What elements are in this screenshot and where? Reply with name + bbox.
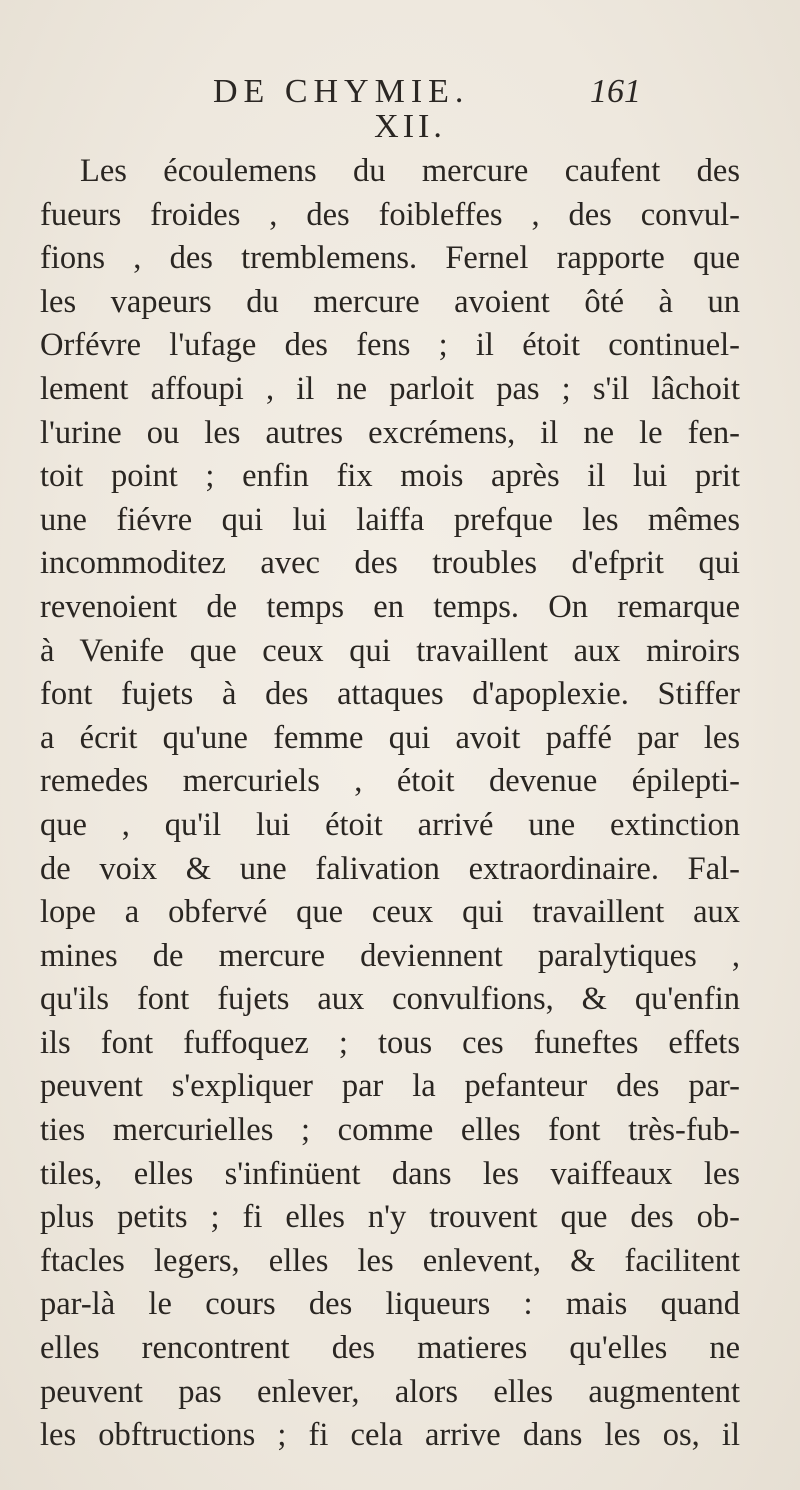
- text-line: incommoditez avec des troubles d'efprit qui: [40, 545, 740, 582]
- text-line: a écrit qu'une femme qui avoit paffé par les: [40, 719, 740, 756]
- text-line: l'urine ou les autres excrémens, il ne le fen-: [40, 414, 740, 451]
- text-line: fueurs froides , des foibleffes , des convul-: [40, 196, 740, 233]
- text-line: à Venife que ceux qui travaillent aux miroirs: [40, 632, 740, 669]
- text-line: qu'ils font fujets aux convulfions, & qu'enfin: [40, 981, 740, 1018]
- text-line: les vapeurs du mercure avoient ôté à un: [40, 283, 740, 320]
- running-head-title: DE CHYMIE.: [213, 73, 470, 110]
- text-line: tiles, elles s'infinüent dans les vaiffeaux les: [40, 1155, 740, 1192]
- section-number: XII.: [374, 108, 446, 145]
- text-line: peuvent s'expliquer par la pefanteur des par-: [40, 1068, 740, 1105]
- text-line: peuvent pas enlever, alors elles augmentent: [40, 1373, 740, 1410]
- text-line: plus petits ; fi elles n'y trouvent que des ob-: [40, 1199, 740, 1236]
- text-line: ties mercurielles ; comme elles font très-fub-: [40, 1112, 740, 1149]
- text-line: ftacles legers, elles les enlevent, & facilitent: [40, 1242, 740, 1279]
- text-line: toit point ; enfin fix mois après il lui prit: [40, 458, 740, 495]
- body-paragraph: [40, 150, 740, 1458]
- text-line: fions , des tremblemens. Fernel rapporte que: [40, 240, 740, 277]
- text-line: les obftructions ; fi cela arrive dans les os, il: [40, 1417, 740, 1454]
- text-line: par-là le cours des liqueurs : mais quand: [40, 1286, 740, 1323]
- text-line: Orfévre l'ufage des fens ; il étoit continuel-: [40, 327, 740, 364]
- page-number: 161: [590, 73, 641, 110]
- text-line: lope a obfervé que ceux qui travaillent aux: [40, 894, 740, 931]
- text-line: une fiévre qui lui laiffa prefque les mêmes: [40, 501, 740, 538]
- text-line: elles rencontrent des matieres qu'elles ne: [40, 1330, 740, 1367]
- text-line: de voix & une falivation extraordinaire. Fal-: [40, 850, 740, 887]
- text-line: mines de mercure deviennent paralytiques ,: [40, 937, 740, 974]
- text-line: font fujets à des attaques d'apoplexie. Stiffer: [40, 676, 740, 713]
- text-line: ils font fuffoquez ; tous ces funeftes effets: [40, 1024, 740, 1061]
- text-line: que , qu'il lui étoit arrivé une extinction: [40, 806, 740, 843]
- text-line: remedes mercuriels , étoit devenue épilepti-: [40, 763, 740, 800]
- text-line: revenoient de temps en temps. On remarque: [40, 588, 740, 625]
- text-line: lement affoupi , il ne parloit pas ; s'il lâchoit: [40, 370, 740, 407]
- text-line: Les écoulemens du mercure caufent des: [80, 153, 740, 189]
